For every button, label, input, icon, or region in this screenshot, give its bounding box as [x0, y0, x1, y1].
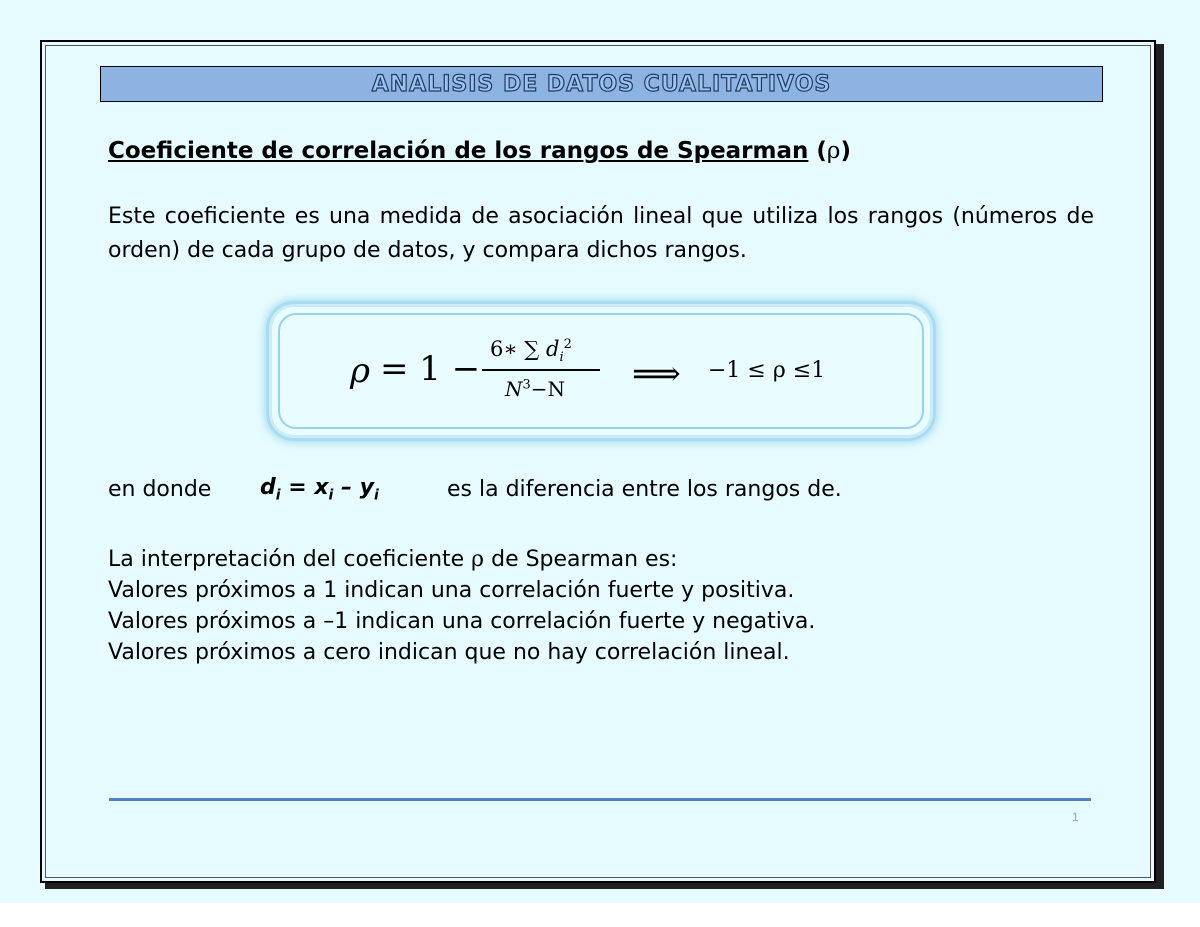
slide-inner-border: [45, 45, 1151, 878]
formula-frame: [278, 313, 924, 429]
formula-equals-one-minus: = 1 −: [380, 349, 481, 389]
section-symbol: ρ: [826, 138, 841, 164]
page-number: 1: [1072, 810, 1079, 824]
slide: [40, 40, 1156, 883]
section-title: [108, 138, 851, 164]
def-d: d: [260, 475, 276, 500]
header-title: ANALISIS DE DATOS CUALITATIVOS: [371, 72, 832, 97]
intro-paragraph: Este coeficiente es una medida de asociación lineal que utiliza los rangos (números de orden) de cada grupo de datos, y compara dichos rangos.: [108, 204, 1094, 263]
def-x-sub: i: [328, 487, 334, 504]
formula-numerator: [490, 337, 572, 365]
interpretation-line-positive: Valores próximos a 1 indican una correlación fuerte y positiva.: [108, 578, 795, 603]
header-bar: [100, 66, 1103, 102]
interpretation-line-none: Valores próximos a cero indican que no hay correlación lineal.: [108, 640, 790, 665]
fraction-rule: [482, 369, 600, 371]
def-x: x: [314, 475, 329, 500]
formula-rho: ρ: [350, 351, 370, 391]
def-minus: –: [333, 475, 360, 500]
def-eq: =: [280, 475, 315, 500]
formula-box: [272, 307, 930, 435]
footer-rule: [109, 798, 1091, 801]
interpretation-line-negative: Valores próximos a –1 indican una correlación fuerte y negativa.: [108, 609, 816, 634]
section-symbol-close: ): [840, 138, 851, 164]
formula-numerator-prefix: 6∗ ∑: [490, 337, 546, 361]
section-title-text: Coeficiente de correlación de los rangos de Spearman: [108, 138, 809, 164]
definition-label: en donde: [108, 477, 212, 502]
bottom-strip: [0, 903, 1200, 927]
interpretation-intro: [108, 544, 815, 575]
section-symbol-open: (: [816, 138, 827, 164]
definition-formula: [260, 475, 379, 503]
interpretation-block: [108, 544, 815, 668]
interp-intro-after: de Spearman es:: [484, 547, 678, 572]
formula-range: −1 ≤ ρ ≤1: [708, 358, 826, 383]
def-d-sub: i: [275, 487, 281, 504]
def-y-sub: i: [374, 487, 379, 504]
interp-intro-before: La interpretación del coeficiente: [108, 547, 472, 572]
formula-denominator-rest: −N: [530, 377, 566, 401]
interp-symbol: ρ: [471, 547, 485, 572]
formula-numerator-var: d: [545, 337, 560, 361]
def-y: y: [359, 475, 375, 500]
definition-description: es la diferencia entre los rangos de.: [447, 477, 842, 502]
implies-arrow-icon: ⟹: [632, 354, 681, 394]
formula-numerator-sub: i: [559, 350, 564, 366]
formula-denominator-sup: 3: [522, 377, 531, 393]
formula-denominator: [505, 377, 565, 401]
formula-denominator-var: N: [505, 377, 523, 401]
formula-numerator-sup: 2: [563, 337, 572, 352]
